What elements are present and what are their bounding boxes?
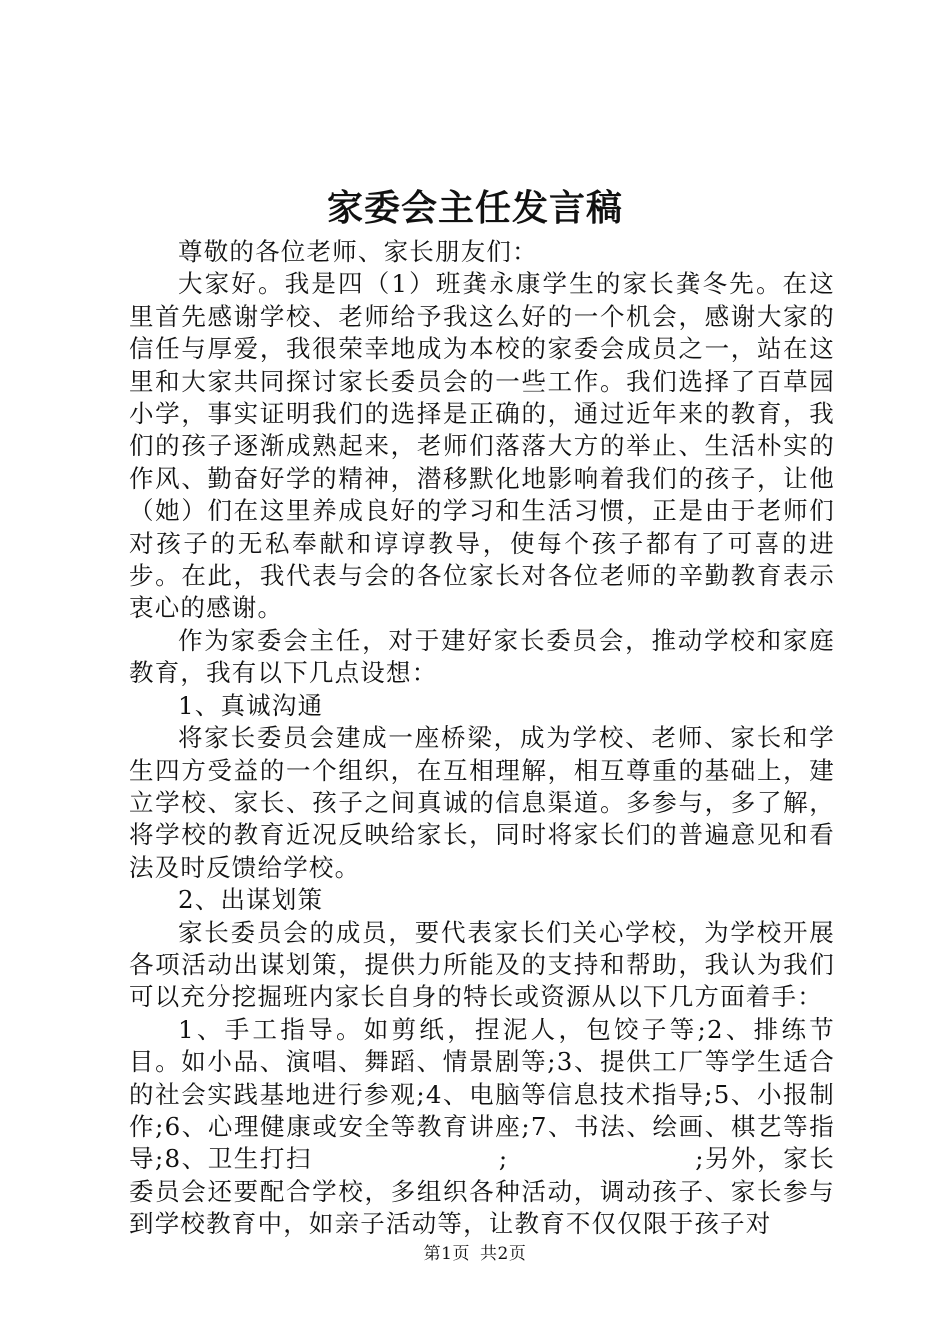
paragraph-point-1: 将家长委员会建成一座桥梁，成为学校、老师、家长和学生四方受益的一个组织，在互相理解，相互尊重的基础上，建立学校、家长、孩子之间真诚的信息渠道。多参与，多了解，将学校的教育近况反映给家长，同时将家长们的普遍意见和看法及时反馈给学校。	[129, 723, 835, 882]
page-footer	[0, 1243, 950, 1265]
document-title: 家委会主任发言稿	[326, 187, 623, 229]
page-total: 共2页	[480, 1244, 527, 1264]
document-body	[129, 236, 835, 1241]
heading-point-2: 2、出谋划策	[178, 885, 324, 915]
paragraph-intro: 大家好。我是四（1）班龚永康学生的家长龚冬先。在这里首先感谢学校、老师给予我这么好的一个机会，感谢大家的信任与厚爱，我很荣幸地成为本校的家委会成员之一，站在这里和大家共同探讨家长委员会的一些工作。我们选择了百草园小学，事实证明我们的选择是正确的，通过近年来的教育，我们的孩子逐渐成熟起来，老师们落落大方的举止、生活朴实的作风、勤奋好学的精神，潜移默化地影响着我们的孩子，让他（她）们在这里养成良好的学习和生活习惯，正是由于老师们对孩子的无私奉献和谆谆教导，使每个孩子都有了可喜的进步。在此，我代表与会的各位家长对各位老师的辛勤教育表示衷心的感谢。	[129, 269, 835, 623]
paragraph-activities: 1、手工指导。如剪纸，捏泥人，包饺子等;2、排练节目。如小品、演唱、舞蹈、情景剧等;3、提供工厂等学生适合的社会实践基地进行参观;4、电脑等信息技术指导;5、小报制作;6、心理健康或安全等教育讲座;7、书法、绘画、棋艺等指导;8、卫生打扫 ; ;另外，家长委员会还要配合学校，多组织各种活动，调动孩子、家长参与到学校教育中，如亲子活动等，让教育不仅仅限于孩子对	[129, 1014, 835, 1239]
page-number: 第1页	[423, 1244, 470, 1264]
paragraph-ideas: 作为家委会主任，对于建好家长委员会，推动学校和家庭教育，我有以下几点设想：	[129, 625, 835, 688]
salutation: 尊敬的各位老师、家长朋友们：	[178, 237, 538, 266]
paragraph-point-2: 家长委员会的成员，要代表家长们关心学校，为学校开展各项活动出谋划策，提供力所能及的支持和帮助，我认为我们可以充分挖掘班内家长自身的特长或资源从以下几方面着手：	[129, 917, 835, 1012]
heading-point-1: 1、真诚沟通	[178, 690, 324, 720]
